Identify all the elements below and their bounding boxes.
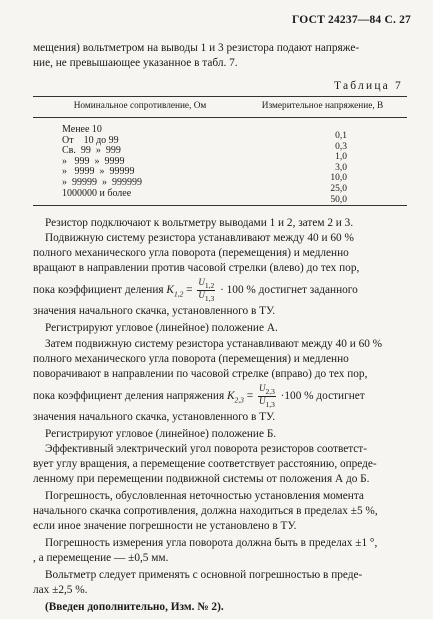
table-header-resistance: Номинальное сопротивление, Ом: [73, 101, 207, 111]
formula-1-before: пока коэффициент деления: [33, 283, 164, 296]
formula-1-after: · 100 % достигнет заданного: [220, 283, 358, 296]
intro-line-2: ние, не превышающее указанное в табл. 7.: [33, 57, 238, 69]
table-header-rule: [33, 117, 407, 118]
formula-2-denominator-sub: 1,3: [265, 399, 275, 409]
paragraph-1: Резистор подключают к вольтметру выводами 1 и 2, затем 2 и 3.: [45, 217, 354, 229]
paragraph-4-line-1: Затем подвижную систему резистора устанавливают между 40 и 60 %: [45, 338, 383, 350]
formula-2-denominator: U: [258, 395, 266, 406]
intro-line-1: мещения) вольтметром на выводы 1 и 3 резистора подают напряже-: [33, 42, 360, 54]
formula-2-after: ·100 % достигнет: [280, 389, 365, 402]
formula-1-numerator: U: [198, 277, 205, 287]
formula-2-line: пока коэффициент деления напряжения $K_{2,3}$ = $\frac{U_{2,3}}{U_{1,3}}$ ·100 % достигнет: [33, 383, 365, 409]
paragraph-2-end: значения начального скачка, установленного в ТУ.: [33, 305, 276, 317]
paragraph-4-line-3: поворачивают в направлении по часовой стрелке (вправо) до тех пор,: [33, 368, 368, 380]
formula-1-denominator: U: [198, 289, 205, 300]
table-caption: Таблица 7: [334, 80, 403, 92]
paragraph-7-line-1: Погрешность, обусловленная неточностью установления момента: [45, 490, 364, 502]
paragraph-8-line-2: , а перемещение — ±0,5 мм.: [33, 552, 169, 564]
table-cell-range: От 10 до 99: [62, 134, 119, 146]
formula-1-line: пока коэффициент деления $K_{1,2}$ = $\frac{U_{1,2}}{U_{1,3}}$ · 100 % достигнет заданного: [33, 277, 358, 303]
paragraph-2-line-2: полного механического угла поворота (перемещения) и медленно: [33, 247, 349, 259]
formula-2-before: пока коэффициент деления напряжения: [33, 389, 225, 402]
formula-1-fraction: [197, 278, 215, 303]
paragraph-7-line-3: если иное значение погрешности не установлено в ТУ.: [33, 520, 297, 532]
paragraph-9-line-1: Вольтметр следует применять с основной погрешностью в преде-: [45, 569, 363, 581]
table-cell-range: » 99999 » 999999: [62, 176, 142, 188]
paragraph-9-line-2: лах ±2,5 %.: [33, 584, 88, 596]
formula-1-symbol-sub: 1,2: [173, 289, 184, 299]
formula-2-numerator: U: [258, 383, 266, 393]
formula-1-symbol: K: [166, 283, 174, 296]
table-top-rule: [33, 96, 407, 97]
table-cell-voltage: 10,0: [330, 173, 347, 184]
table-cell-voltage: 1,0: [335, 152, 347, 163]
paragraph-5: Регистрируют угловое (линейное) положение Б.: [45, 428, 277, 440]
formula-2-symbol-sub: 2,3: [234, 395, 244, 405]
table-cell-voltage: 25,0: [330, 183, 347, 194]
table-cell-range: » 999 » 9999: [62, 155, 125, 167]
table-header-voltage: Измерительное напряжение, В: [261, 101, 384, 111]
table-cell-voltage: 50,0: [330, 194, 347, 205]
paragraph-6-line-2: вует углу вращения, а перемещение соответствует расстоянию, опреде-: [33, 458, 377, 470]
formula-1-denominator-sub: 1,3: [204, 293, 215, 303]
amendment-note: (Введен дополнительно, Изм. № 2).: [45, 601, 224, 613]
paragraph-8-line-1: Погрешность измерения угла поворота должна быть в пределах ±1 °,: [45, 537, 378, 549]
page-header: ГОСТ 24237—84 С. 27: [292, 14, 411, 26]
paragraph-4-end: значения начального скачка, установленного в ТУ.: [33, 411, 276, 423]
table-voltage-column: [325, 131, 347, 205]
table-cell-range: Св. 99 » 999: [62, 145, 121, 157]
table-cell-voltage: 3,0: [335, 162, 347, 173]
table-cell-voltage: 0,1: [335, 131, 347, 141]
table-bottom-rule: [33, 205, 407, 206]
formula-2-symbol: K: [226, 389, 235, 402]
table-cell-voltage: 0,3: [335, 141, 347, 152]
paragraph-3: Регистрируют угловое (линейное) положение А.: [45, 322, 278, 334]
formula-1-numerator-sub: 1,2: [204, 280, 215, 290]
paragraph-4-line-2: полного механического угла поворота (перемещения) и медленно: [33, 353, 349, 365]
paragraph-2-line-1: Подвижную систему резистора устанавливают между 40 и 60 %: [45, 232, 354, 244]
paragraph-6-line-1: Эффективный электрический угол поворота резисторов соответст-: [45, 443, 368, 455]
table-cell-range: Менее 10: [62, 124, 102, 135]
formula-2-fraction: [258, 384, 276, 409]
formula-2-numerator-sub: 2,3: [265, 386, 275, 396]
table-cell-range: 1000000 и более: [62, 187, 132, 199]
table-cell-range: » 9999 » 99999: [62, 166, 135, 178]
paragraph-7-line-2: начального скачка сопротивления, должна находиться в пределах ±5 %,: [33, 505, 378, 517]
paragraph-2-line-3: вращают в направлении против часовой стрелки (влево) до тех пор,: [33, 262, 360, 274]
paragraph-6-line-3: ленному при перемещении подвижной системы от положения А до Б.: [33, 473, 370, 485]
table-range-column: [62, 125, 142, 199]
